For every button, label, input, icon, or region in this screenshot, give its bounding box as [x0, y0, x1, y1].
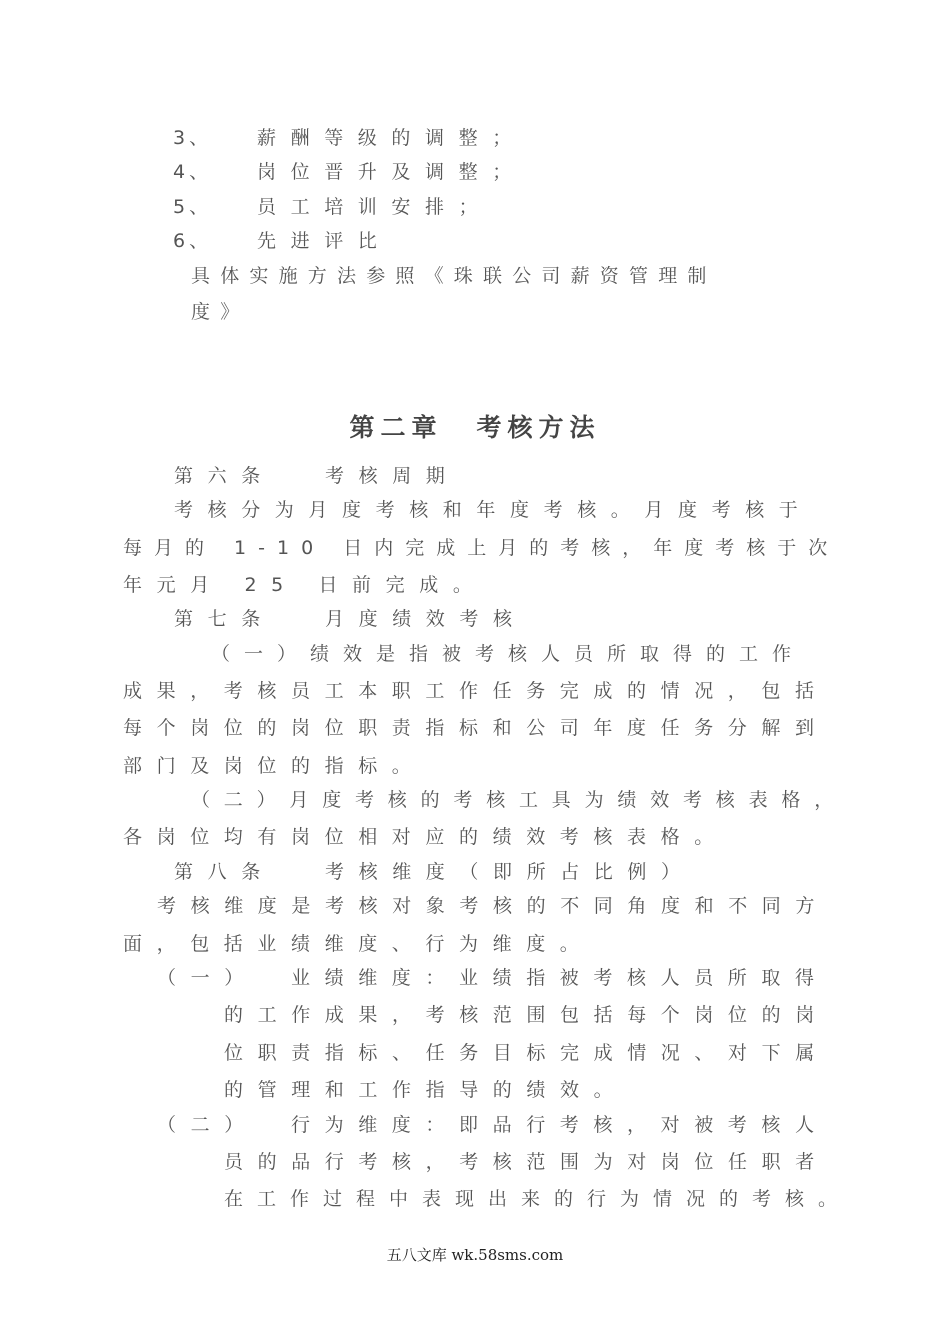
article-7-p1-line-1: （一）绩效是指被考核人员所取得的工作 [211, 643, 806, 665]
article-7-p2-line-2: 各岗位均有岗位相对应的绩效考核表格。 [123, 826, 728, 848]
list-number-6: 6、 [173, 230, 213, 252]
article-6-body-line-1: 考核分为月度考核和年度考核。月度考核于 [174, 499, 813, 521]
chapter-heading [0, 412, 950, 444]
list-text-4: 岗位晋升及调整； [257, 161, 526, 183]
reference-line-2: 度》 [191, 301, 250, 323]
list-text-3: 薪酬等级的调整； [257, 127, 526, 149]
list-number-5: 5、 [173, 196, 213, 218]
list-text-6: 先进评比 [257, 230, 392, 252]
article-6-label: 第六条 [174, 465, 275, 487]
article-7-p1-line-3: 每个岗位的岗位职责指标和公司年度任务分解到 [123, 717, 829, 739]
article-8-item-1-line-1: 业绩维度：业绩指被考核人员所取得 [291, 967, 829, 989]
footer-watermark: 五八文库 wk.58sms.com [386, 1246, 564, 1264]
chapter-number: 第二章 [349, 413, 443, 442]
article-8-item-1-line-2: 的工作成果，考核范围包括每个岗位的岗 [224, 1004, 829, 1026]
article-6-body-line-2: 每月的 1-10 日内完成上月的考核，年度考核于次 [123, 537, 840, 559]
article-8-item-2-line-3: 在工作过程中表现出来的行为情况的考核。 [224, 1188, 852, 1210]
article-8-item-2-marker: （二） [157, 1114, 258, 1136]
article-6-body-line-3: 年元月 25 日前完成。 [123, 574, 487, 596]
article-8-item-2-line-2: 员的品行考核，考核范围为对岗位任职者 [224, 1151, 829, 1173]
list-text-5: 员工培训安排； [257, 196, 493, 218]
article-8-label: 第八条 [174, 861, 275, 883]
article-8-item-2-line-1: 行为维度：即品行考核，对被考核人 [291, 1114, 829, 1136]
article-7-p1-line-2: 成果，考核员工本职工作任务完成的情况，包括 [123, 680, 829, 702]
article-7-p1-line-4: 部门及岗位的指标。 [123, 755, 426, 777]
article-8-intro-line-1: 考核维度是考核对象考核的不同角度和不同方 [157, 895, 830, 917]
article-8-title: 考核维度（即所占比例） [325, 861, 695, 883]
article-6-title: 考核周期 [325, 465, 460, 487]
article-7-label: 第七条 [174, 608, 275, 630]
article-8-intro-line-2: 面，包括业绩维度、行为维度。 [123, 933, 594, 955]
article-7-p2-line-1: （二）月度考核的考核工具为绩效考核表格， [191, 789, 848, 811]
reference-line-1: 具体实施方法参照《珠联公司薪资管理制 [191, 265, 717, 287]
list-number-4: 4、 [173, 161, 213, 183]
article-8-item-1-line-4: 的管理和工作指导的绩效。 [224, 1079, 628, 1101]
article-8-item-1-marker: （一） [157, 967, 258, 989]
chapter-title: 考核方法 [476, 413, 601, 442]
list-number-3: 3、 [173, 127, 213, 149]
article-7-title: 月度绩效考核 [325, 608, 527, 630]
article-8-item-1-line-3: 位职责指标、任务目标完成情况、对下属 [224, 1042, 829, 1064]
